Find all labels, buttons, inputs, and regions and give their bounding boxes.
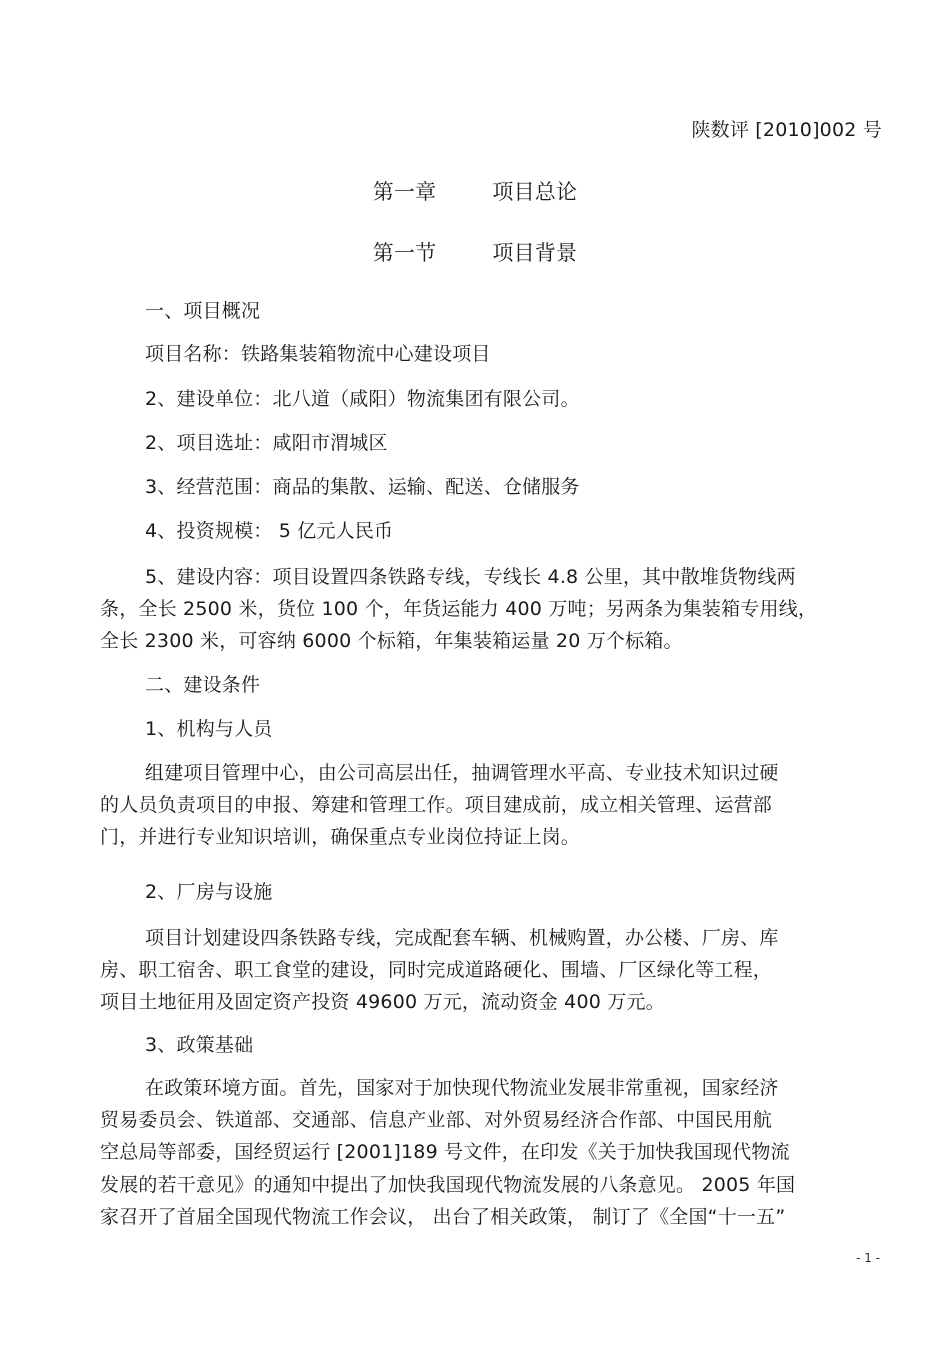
policy-paragraph-line: 在政策环境方面。首先，国家对于加快现代物流业发展非常重视，国家经济 — [145, 1077, 779, 1099]
project-name-line: 项目名称：铁路集装箱物流中心建设项目 — [145, 343, 491, 365]
policy-paragraph-line: 发展的若干意见》的通知中提出了加快我国现代物流发展的八条意见。 2005 年国 — [100, 1174, 796, 1196]
business-scope-line: 3、经营范围：商品的集散、运输、配送、仓储服务 — [145, 476, 580, 498]
section-heading — [0, 241, 950, 265]
policy-paragraph-line: 空总局等部委，国经贸运行 [2001]189 号文件，在印发《关于加快我国现代物流 — [100, 1141, 790, 1163]
chapter-label: 第一章 — [372, 180, 437, 204]
facilities-paragraph-line: 房、职工宿舍、职工食堂的建设，同时完成道路硬化、围墙、厂区绿化等工程， — [100, 959, 773, 981]
project-site-line: 2、项目选址：咸阳市渭城区 — [145, 432, 388, 454]
policy-paragraph-line: 家召开了首届全国现代物流工作会议， 出台了相关政策， 制订了《全国“十一五” — [100, 1206, 786, 1228]
organization-paragraph-line: 组建项目管理中心，由公司高层出任，抽调管理水平高、专业技术知识过硬 — [145, 762, 779, 784]
subheading-organization: 1、机构与人员 — [145, 718, 273, 740]
section-label: 第一节 — [372, 241, 437, 265]
organization-paragraph-line: 的人员负责项目的申报、筹建和管理工作。项目建成前，成立相关管理、运营部 — [100, 794, 773, 816]
heading-construction-conditions: 二、建设条件 — [145, 674, 261, 696]
policy-paragraph-line: 贸易委员会、铁道部、交通部、信息产业部、对外贸易经济合作部、中国民用航 — [100, 1109, 773, 1131]
construction-content-line: 5、建设内容：项目设置四条铁路专线，专线长 4.8 公里，其中散堆货物线两 — [145, 566, 796, 588]
section-title: 项目背景 — [492, 241, 578, 265]
construction-content-line: 条，全长 2500 米，货位 100 个，年货运能力 400 万吨；另两条为集装箱专用线， — [100, 598, 818, 620]
facilities-paragraph-line: 项目土地征用及固定资产投资 49600 万元，流动资金 400 万元。 — [100, 991, 665, 1013]
subheading-policy: 3、政策基础 — [145, 1034, 254, 1056]
subheading-facilities: 2、厂房与设施 — [145, 881, 273, 903]
construction-content-line: 全长 2300 米，可容纳 6000 个标箱，年集装箱运量 20 万个标箱。 — [100, 630, 683, 652]
chapter-title: 项目总论 — [492, 180, 578, 204]
facilities-paragraph-line: 项目计划建设四条铁路专线，完成配套车辆、机械购置，办公楼、厂房、库 — [145, 927, 779, 949]
construction-unit-line: 2、建设单位：北八道（咸阳）物流集团有限公司。 — [145, 388, 580, 410]
heading-project-overview: 一、项目概况 — [145, 300, 261, 322]
page-number: - 1 - — [856, 1251, 880, 1265]
document-number: 陕数评 [2010]002 号 — [691, 119, 882, 141]
organization-paragraph-line: 门，并进行专业知识培训，确保重点专业岗位持证上岗。 — [100, 826, 581, 848]
chapter-heading — [0, 180, 950, 204]
investment-scale-line: 4、投资规模： 5 亿元人民币 — [145, 520, 394, 542]
